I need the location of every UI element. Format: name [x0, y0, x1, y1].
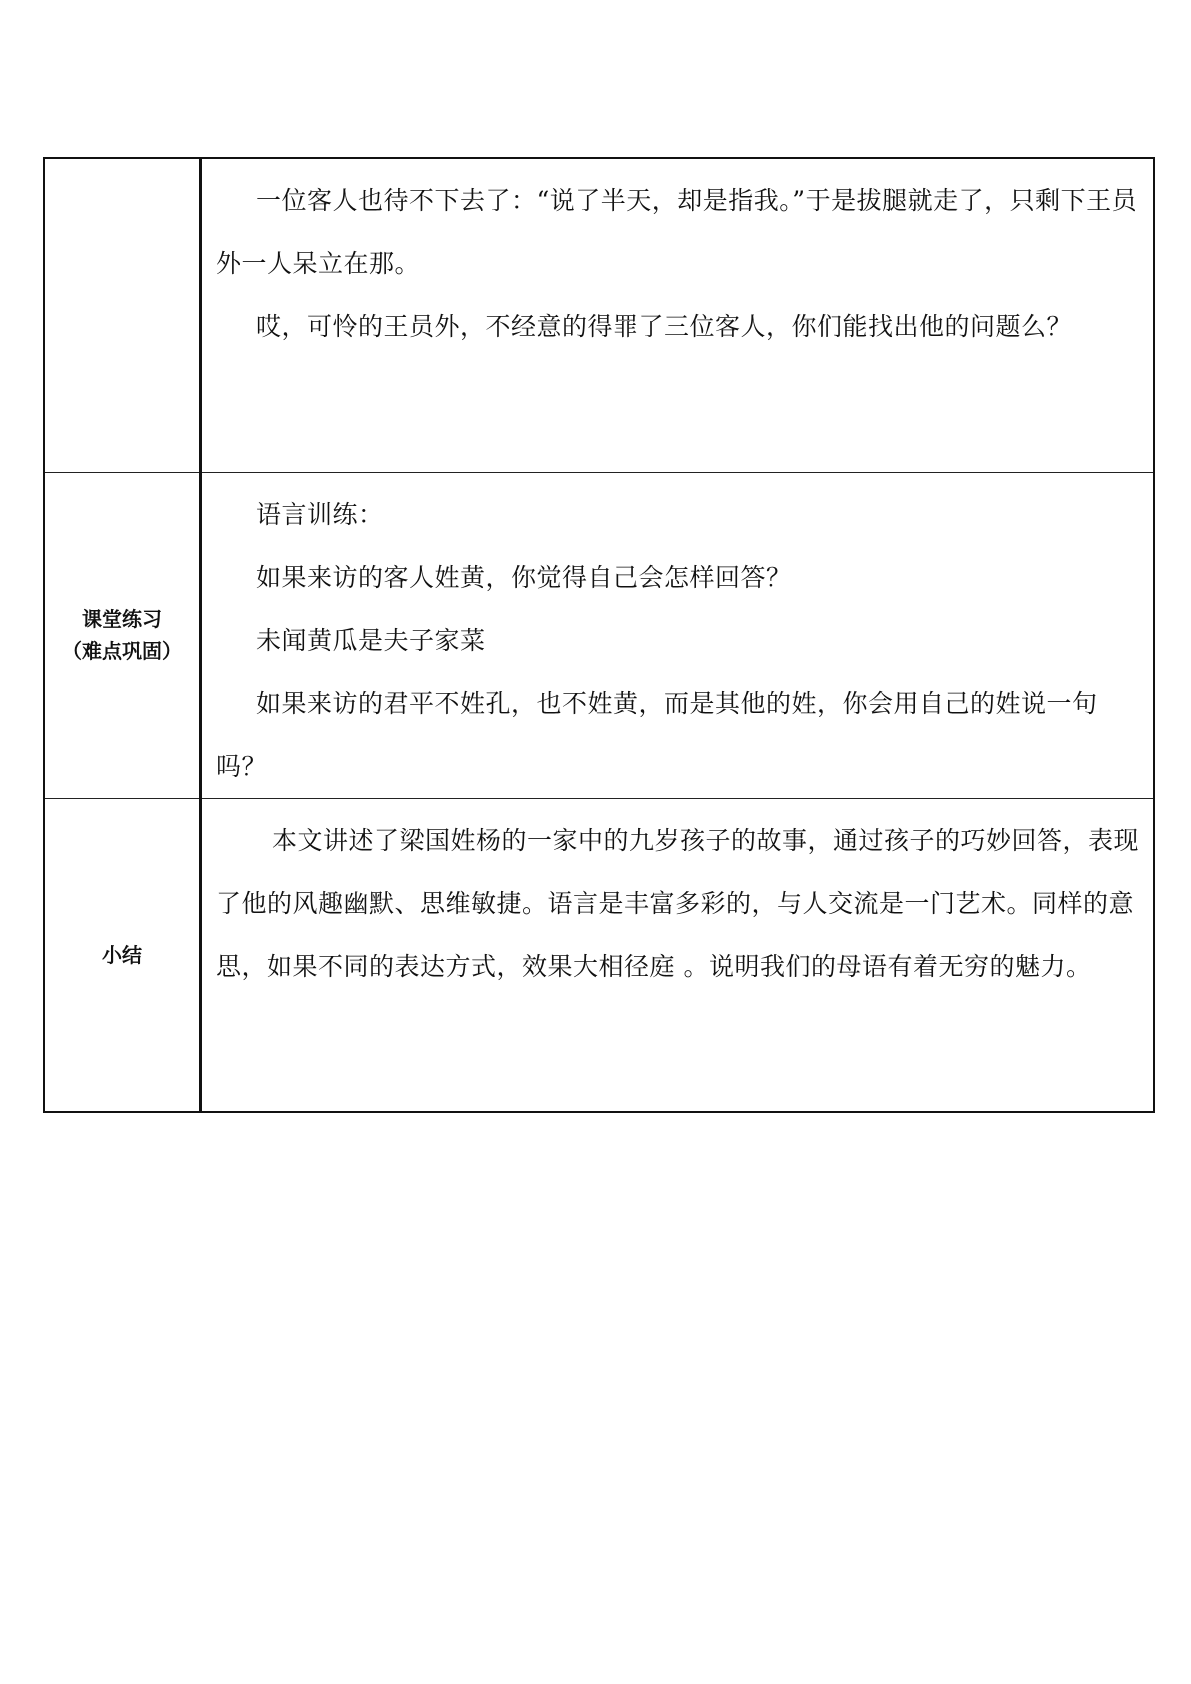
lesson-plan-table	[43, 157, 1155, 1113]
practice-heading: 语言训练：	[256, 499, 384, 529]
practice-label: 课堂练习	[82, 607, 162, 631]
practice-sublabel: （难点巩固）	[62, 639, 182, 663]
row-label-practice	[44, 472, 201, 798]
practice-answer-1: 未闻黄瓜是夫子家菜	[256, 625, 486, 655]
row-content-summary	[201, 798, 1155, 1112]
row-content-practice	[201, 472, 1155, 798]
practice-question-1: 如果来访的客人姓黄，你觉得自己会怎样回答？	[256, 562, 792, 592]
story-paragraph: 一位客人也待不下去了：“说了半天，却是指我。”于是拔腿就走了，只剩下王员外一人呆立在那。	[216, 186, 1138, 278]
summary-label: 小结	[102, 942, 142, 967]
table-row	[44, 472, 1154, 798]
row-label-empty	[44, 158, 201, 472]
table-row	[44, 158, 1154, 472]
row-content-story	[201, 158, 1155, 472]
practice-question-2: 如果来访的君平不姓孔，也不姓黄，而是其他的姓，你会用自己的姓说一句吗？	[216, 688, 1098, 781]
story-question: 哎，可怜的王员外，不经意的得罪了三位客人，你们能找出他的问题么？	[256, 312, 1073, 341]
row-label-summary	[44, 798, 201, 1112]
summary-paragraph: 本文讲述了梁国姓杨的一家中的九岁孩子的故事，通过孩子的巧妙回答，表现了他的风趣幽默、思维敏捷。语言是丰富多彩的，与人交流是一门艺术。同样的意思，如果不同的表达方式，效果大相径庭 。说明我们的母语有着无穷的魅力。	[216, 825, 1140, 981]
table-row	[44, 798, 1154, 1112]
